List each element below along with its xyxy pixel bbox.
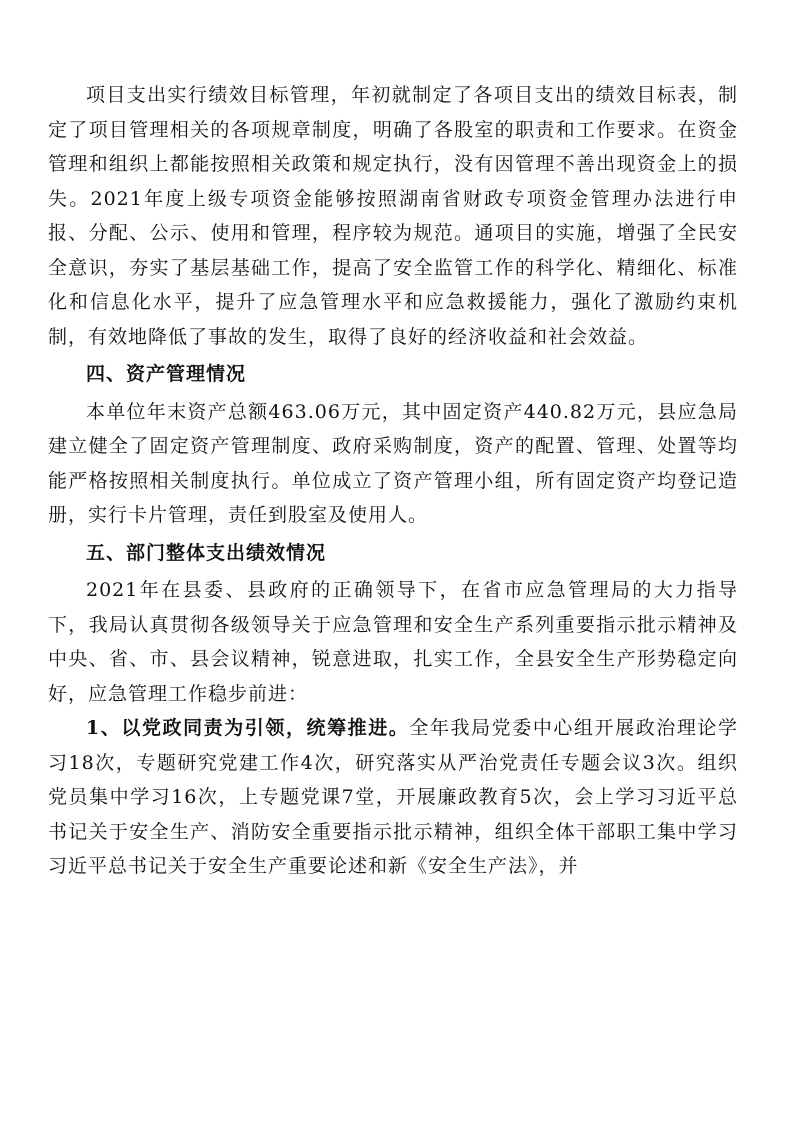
paragraph-overall-performance: 2021年在县委、县政府的正确领导下，在省市应急管理局的大力指导下，我局认真贯彻各级领导关于应急管理和安全生产系列重要指示批示精神及中央、省、市、县会议精神，锐意进取，扎实工作，全县安全生产形势稳定向好，应急管理工作稳步前进：: [48, 579, 738, 705]
section-heading-asset-management: 四、资产管理情况: [86, 363, 247, 385]
paragraph-lead-phrase: 1、以党政同责为引领，统筹推进。: [86, 717, 410, 739]
paragraph-party-leadership-body: 全年我局党委中心组开展政治理论学习18次，专题研究党建工作4次，研究落实从严治党责任专题会议3次。组织党员集中学习16次，上专题党课7堂，开展廉政教育5次，会上学习习近平总书记关于安全生产、消防安全重要指示批示精神，组织全体干部职工集中学习习近平总书记关于安全生产重要论述和新《安全生产法》，并: [48, 717, 738, 877]
paragraph-asset-management: 本单位年末资产总额463.06万元，其中固定资产440.82万元，县应急局建立健全了固定资产管理制度、政府采购制度，资产的配置、管理、处置等均能严格按照相关制度执行。单位成立了资产管理小组，所有固定资产均登记造册，实行卡片管理，责任到股室及使用人。: [48, 400, 738, 526]
paragraph-project-performance: 项目支出实行绩效目标管理，年初就制定了各项目支出的绩效目标表，制定了项目管理相关的各项规章制度，明确了各股室的职责和工作要求。在资金管理和组织上都能按照相关政策和规定执行，没有因管理不善出现资金上的损失。2021年度上级专项资金能够按照湖南省财政专项资金管理办法进行申报、分配、公示、使用和管理，程序较为规范。通项目的实施，增强了全民安全意识，夯实了基层基础工作，提高了安全监管工作的科学化、精细化、标准化和信息化水平，提升了应急管理水平和应急救援能力，强化了激励约束机制，有效地降低了事故的发生，取得了良好的经济收益和社会效益。: [48, 84, 738, 348]
document-body: [48, 78, 738, 884]
paragraph-party-leadership: [48, 711, 738, 884]
section-heading-overall-performance: 五、部门整体支出绩效情况: [86, 541, 327, 564]
